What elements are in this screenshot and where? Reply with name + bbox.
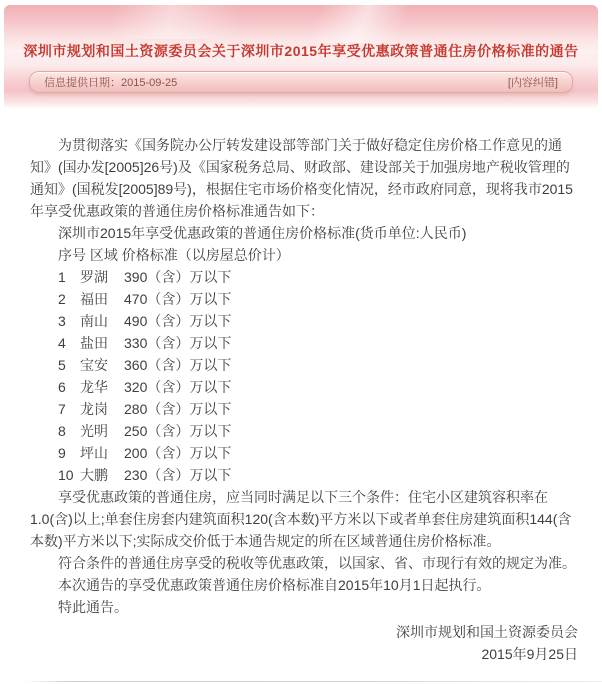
price-row <box>58 266 578 288</box>
row-seq: 4 <box>58 335 66 351</box>
row-district: 龙岗 <box>80 401 108 417</box>
info-bar <box>29 71 573 93</box>
row-price: 200（含）万以下 <box>124 445 232 461</box>
price-row <box>58 310 578 332</box>
tax-policy-paragraph: 符合条件的普通住房享受的税收等优惠政策，以国家、省、市现行有效的规定为准。 <box>58 555 576 571</box>
row-district: 龙华 <box>80 379 108 395</box>
standards-title: 深圳市2015年享受优惠政策的普通住房价格标准(货币单位:人民币) <box>58 225 467 241</box>
row-district: 大鹏 <box>80 467 108 483</box>
price-row <box>58 332 578 354</box>
price-table <box>30 266 578 486</box>
price-row <box>58 398 578 420</box>
row-price: 390（含）万以下 <box>124 269 232 285</box>
row-district: 罗湖 <box>80 269 108 285</box>
row-district: 盐田 <box>80 335 108 351</box>
content-correction-link[interactable]: [内容纠错] <box>507 77 558 89</box>
row-price: 490（含）万以下 <box>124 313 232 329</box>
announcement-title: 深圳市规划和国土资源委员会关于深圳市2015年享受优惠政策普通住房价格标准的通告 <box>23 43 579 59</box>
price-row <box>58 376 578 398</box>
row-seq: 3 <box>58 313 66 329</box>
row-seq: 9 <box>58 445 66 461</box>
issue-date: 2015年9月25日 <box>481 646 578 662</box>
signature-block <box>30 621 578 665</box>
row-price: 360（含）万以下 <box>124 357 232 373</box>
row-price: 320（含）万以下 <box>124 379 232 395</box>
row-seq: 1 <box>58 269 66 285</box>
row-seq: 7 <box>58 401 66 417</box>
page-header <box>4 5 598 109</box>
row-price: 250（含）万以下 <box>124 423 232 439</box>
row-seq: 10 <box>58 467 74 483</box>
row-district: 宝安 <box>80 357 108 373</box>
price-row <box>58 354 578 376</box>
row-price: 470（含）万以下 <box>124 291 232 307</box>
row-district: 福田 <box>80 291 108 307</box>
row-price: 280（含）万以下 <box>124 401 232 417</box>
price-row <box>58 288 578 310</box>
row-seq: 2 <box>58 291 66 307</box>
issuer-signature: 深圳市规划和国土资源委员会 <box>396 624 578 640</box>
row-price: 230（含）万以下 <box>124 467 232 483</box>
conditions-paragraph: 享受优惠政策的普通住房，应当同时满足以下三个条件：住宅小区建筑容积率在1.0(含)以上;单套住房套内建筑面积120(含本数)平方米以下或者单套住房建筑面积144(含本数)平方米以下;实际成交价低于本通告规定的所在区域普通住房价格标准。 <box>30 489 572 549</box>
row-seq: 5 <box>58 357 66 373</box>
row-district: 光明 <box>80 423 108 439</box>
price-row <box>58 464 578 486</box>
table-columns-header: 序号 区域 价格标准（以房屋总价计） <box>58 247 290 263</box>
row-seq: 6 <box>58 379 66 395</box>
page-bottom-edge <box>24 681 602 682</box>
row-price: 330（含）万以下 <box>124 335 232 351</box>
closing-paragraph: 特此通告。 <box>58 599 128 615</box>
info-date-label: 信息提供日期：2015-09-25 <box>44 77 178 89</box>
row-district: 南山 <box>80 313 108 329</box>
price-row <box>58 420 578 442</box>
effective-date-paragraph: 本次通告的享受优惠政策普通住房价格标准自2015年10月1日起执行。 <box>58 577 491 593</box>
intro-paragraph: 为贯彻落实《国务院办公厅转发建设部等部门关于做好稳定住房价格工作意见的通知》(国办发[2005]26号)及《国家税务总局、财政部、建设部关于加强房地产税收管理的通知》(国税发[2005]89号)，根据住宅市场价格变化情况，经市政府同意，现将我市2015年享受优惠政策的普通住房价格标准通告如下： <box>30 137 573 219</box>
row-district: 坪山 <box>80 445 108 461</box>
price-row <box>58 442 578 464</box>
row-seq: 8 <box>58 423 66 439</box>
announcement-body <box>0 109 602 665</box>
